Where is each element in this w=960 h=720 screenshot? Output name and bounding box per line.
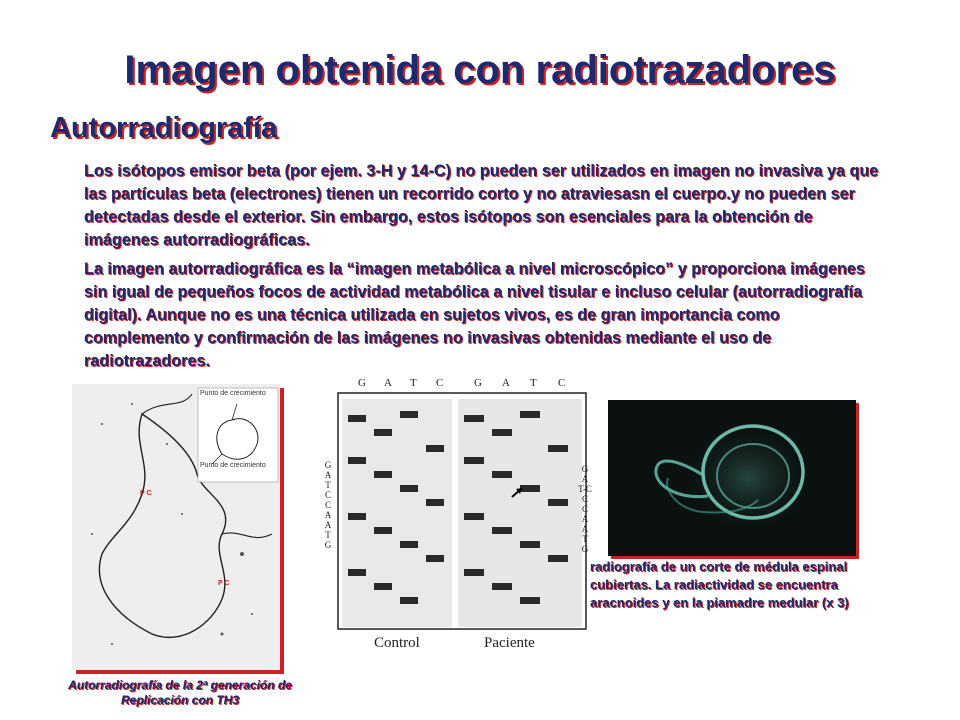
pc-label-lower: P C xyxy=(218,580,230,587)
paragraph-beta-isotopes: Los isótopos emisor beta (por ejem. 3-H y 14-C) no pueden ser utilizados en imagen no invasiva ya que las partículas beta (electrones) tienen un recorrido corto y no atraviesasn el cuerpo.y no pueden ser detectadas desde el exterior. Sin embargo, estos isótopos son esenciales para la obtención de imágenes autorradiográficas. xyxy=(84,162,879,249)
gel-label-control: Control xyxy=(374,635,420,651)
left-sequence-letter: C xyxy=(324,500,331,510)
slide-subtitle: Autorradiografía xyxy=(50,112,278,144)
right-sequence-letter: C xyxy=(581,494,588,504)
right-caption-line-3: aracnoides y en la piamadre medular (x 3) xyxy=(590,595,849,610)
lane-letter-a-right: A xyxy=(502,377,510,389)
lane-letter-t-left: T xyxy=(410,377,417,389)
lane-letter-g-left: G xyxy=(358,377,366,389)
left-figure-caption xyxy=(40,678,320,708)
lane-letter-a-left: A xyxy=(384,377,392,389)
lane-letter-t-right: T xyxy=(530,377,537,389)
left-sequence-letter: T xyxy=(325,530,331,540)
right-sequence-letter: G xyxy=(581,464,589,474)
right-sequence-letter: T xyxy=(582,534,588,544)
right-sequence-letter: G xyxy=(581,544,589,554)
right-sequence-letter: A xyxy=(581,474,589,484)
left-sequence-letter: T xyxy=(325,480,331,490)
left-sequence-letter: A xyxy=(324,510,332,520)
lane-letter-g-right: G xyxy=(474,377,482,389)
left-caption-line-1: Autorradiografía de la 2ª generación de xyxy=(68,678,292,692)
spinal-cord-image xyxy=(608,400,856,556)
sequencing-gel-figure xyxy=(336,375,588,660)
inset-label-top: Punto de crecimiento xyxy=(200,390,266,397)
left-sequence-letter: G xyxy=(324,540,332,550)
right-sequence xyxy=(574,464,596,554)
right-sequence-letter: T-C xyxy=(578,484,592,494)
dna-replication-autoradiograph xyxy=(72,384,280,670)
right-sequence-letter: A xyxy=(581,524,589,534)
left-sequence-letter: G xyxy=(324,460,332,470)
left-sequence-letter: C xyxy=(324,490,331,500)
gel-label-patient: Paciente xyxy=(484,635,535,651)
left-caption-line-2: Replicación con TH3 xyxy=(120,693,240,707)
right-caption-block xyxy=(590,558,920,612)
inset-label-bottom: Punto de crecimiento xyxy=(200,462,266,469)
left-sequence xyxy=(322,460,334,550)
right-figure-caption xyxy=(590,558,920,618)
pc-label-upper: P C xyxy=(140,490,152,497)
left-sequence-letter: A xyxy=(324,520,332,530)
left-sequence-letter: A xyxy=(324,470,332,480)
dna-replication-image xyxy=(72,384,280,670)
slide-title: Imagen obtenida con radiotrazadores xyxy=(124,48,836,92)
paragraph-autoradiographic-image: La imagen autorradiográfica es la “imagen metabólica a nivel microscópico” y proporciona imágenes sin igual de pequeños focos de actividad metabólica a nivel tisular e incluso celular (autorradiografía digital). Aunque no es una técnica utilizada en sujetos vivos, es de gran importancia como complemento y confirmación de las imágenes no invasivas obtenidas mediante el uso de radiotrazadores. xyxy=(84,260,865,370)
right-caption-line-1: radiografía de un corte de médula espinal xyxy=(590,559,848,574)
right-sequence-letter: C xyxy=(581,504,588,514)
sequencing-gel-image xyxy=(336,375,588,660)
spinal-cord-autoradiograph xyxy=(608,400,856,556)
right-sequence-letter: A xyxy=(581,514,589,524)
lane-letter-c-right: C xyxy=(558,377,566,389)
lane-letter-c-left: C xyxy=(436,377,444,389)
right-caption-line-2: cubiertas. La radiactividad se encuentra xyxy=(590,577,838,592)
